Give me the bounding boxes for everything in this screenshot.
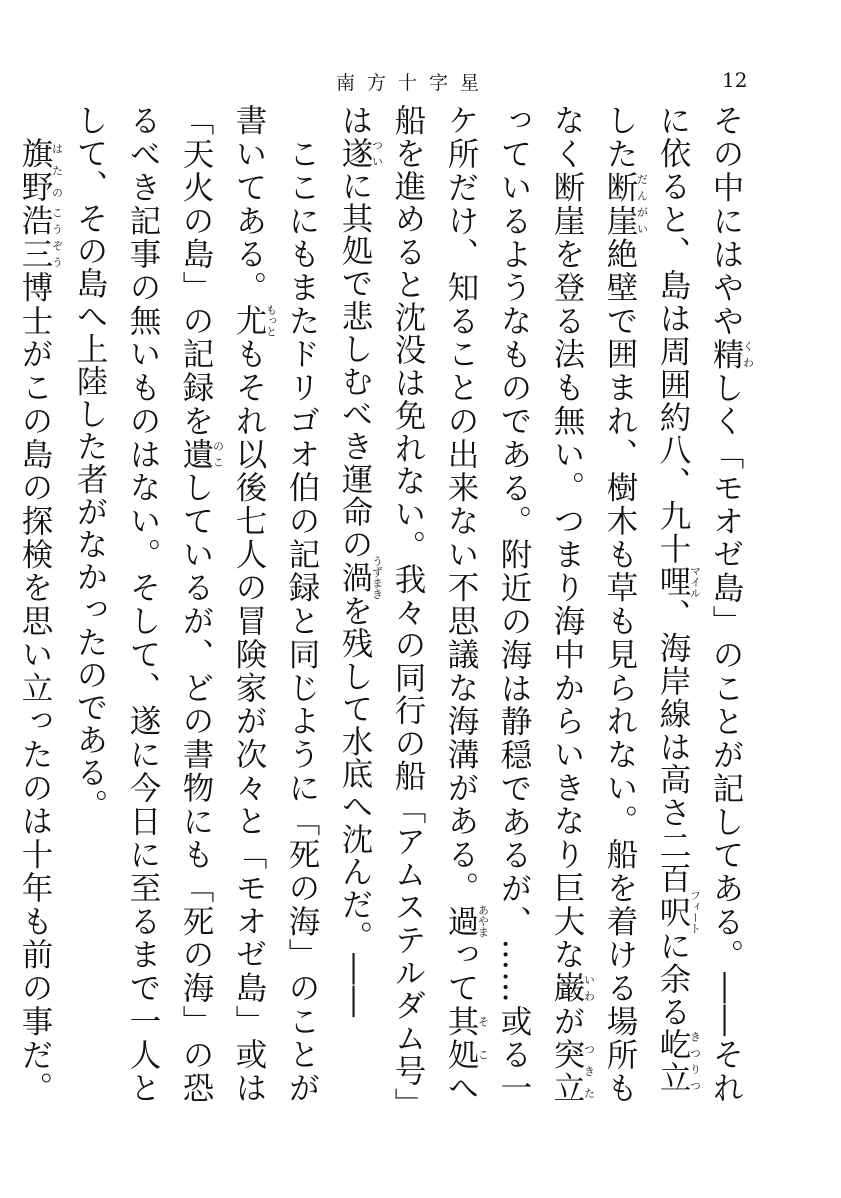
furigana-annotation: 渦うずまき	[337, 555, 384, 600]
furigana-annotation: 呎フィート	[655, 889, 702, 934]
furigana-annotation: 屹立きつりつ	[655, 1028, 702, 1094]
furigana-annotation: 遺のこ	[178, 437, 225, 471]
paragraph-1: その中にはやや精くわしく「モオゼ島」のことが記してある。――それに依ると、島は周囲約八、九十哩マイル、海岸線は高さ二百呎フィートに余る屹立きつりつした断崖だんがい絶壁で囲まれ、樹木も草も見られない。船を着ける場所もなく断崖を登る法も無い。つまり海中からいきなり巨大な巌いわが突立つきたっているようなものである。附近の海は静穏であるが、……或る一ケ所だけ、知ることの出来ない不思議な海溝がある。過あやまって其処そこへ船を進めると沈没は免れない。我々の同行の船「アムステルダム号」は遂ついに其処で悲しむべき運命の渦うずまきを残して水底へ沈んだ。――	[337, 104, 755, 1104]
furigana-annotation: 尤もっと	[231, 303, 278, 337]
furigana-annotation: 過あやま	[443, 904, 490, 938]
furigana-annotation: 断崖だんがい	[602, 170, 649, 238]
furigana-annotation: 遂つい	[337, 136, 384, 170]
page-number: 12	[722, 68, 748, 92]
paragraph-3: 旗野はたの浩三こうぞう博士がこの島の探検を思い立ったのは十年も前の事だ。	[17, 137, 64, 1104]
paragraph-2: ここにもまたドリゴオ伯の記録と同じように「死の海」のことが書いてある。尤もっともそれ以後七人の冒険家が次々と「モオゼ島」或は「天火の島」の記録を遺のこしているが、どの書物にも「死の海」の恐るべき記事の無いものはない。そして、遂に今日に至るまで一人として、その島へ上陸した者がなかったのである。	[72, 104, 320, 1104]
furigana-annotation: 浩三こうぞう	[17, 204, 64, 271]
vertical-body-text	[17, 104, 755, 1104]
furigana-annotation: 旗野はたの	[17, 137, 64, 205]
furigana-annotation: 哩マイル	[655, 565, 702, 599]
furigana-annotation: 精くわ	[708, 337, 755, 372]
furigana-annotation: 突立つきた	[549, 1038, 596, 1104]
running-header-title: 南方十字星	[336, 72, 492, 94]
furigana-annotation: 其処そこ	[443, 1004, 490, 1072]
furigana-annotation: 巌いわ	[549, 971, 596, 1005]
